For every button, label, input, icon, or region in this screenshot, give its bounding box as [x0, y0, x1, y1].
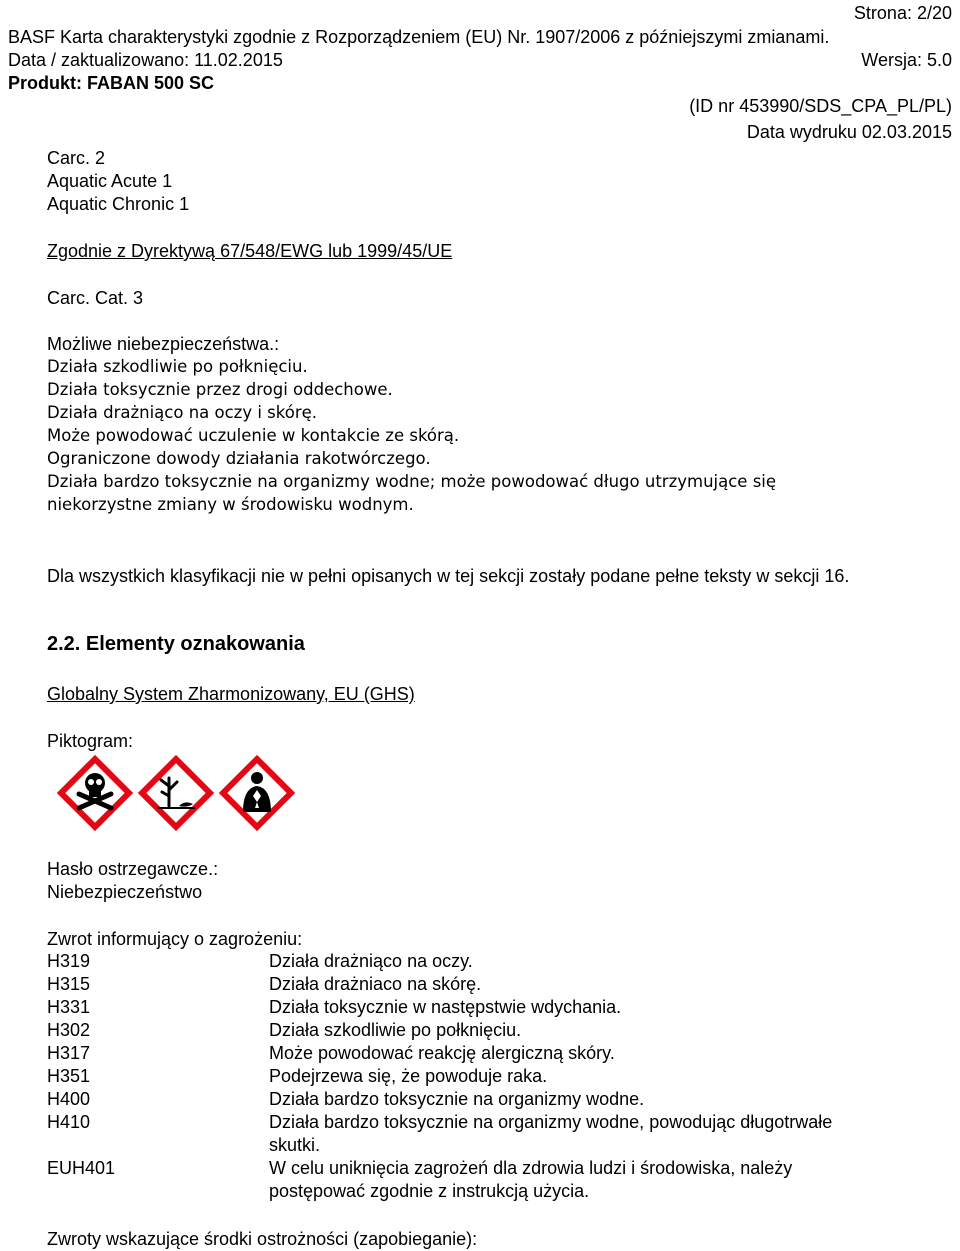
hazard-phrase: Działa drażniąco na oczy i skórę.: [47, 403, 318, 422]
hazard-code: EUH401: [47, 1158, 116, 1178]
classification-item: Carc. 2: [47, 148, 106, 168]
hazard-phrase: Działa szkodliwie po połknięciu.: [47, 357, 308, 376]
hazard-text: Może powodować reakcję alergiczną skóry.: [269, 1043, 615, 1063]
precaution-label: Zwroty wskazujące środki ostrożności (zapobieganie):: [47, 1229, 478, 1249]
version: Wersja: 5.0: [861, 50, 952, 70]
print-date: Data wydruku 02.03.2015: [746, 122, 952, 142]
classification-item: Aquatic Acute 1: [47, 171, 173, 191]
hazard-text: Działa drażniąco na oczy.: [269, 951, 473, 971]
page-number: Strona: 2/20: [853, 3, 952, 23]
directive-heading: Zgodnie z Dyrektywą 67/548/EWG lub 1999/45/UE: [47, 241, 453, 261]
product-name: Produkt: FABAN 500 SC: [8, 73, 215, 93]
hazard-code: H315: [47, 974, 91, 994]
section-16-note: Dla wszystkich klasyfikacji nie w pełni opisanych w tej sekcji zostały podane pełne teksty w sekcji 16.: [47, 566, 850, 586]
document-id: (ID nr 453990/SDS_CPA_PL/PL): [689, 96, 952, 116]
hazard-text: skutki.: [269, 1135, 321, 1155]
health-hazard-icon: [216, 752, 298, 834]
hazard-text: W celu uniknięcia zagrożeń dla zdrowia ludzi i środowiska, należy: [269, 1158, 793, 1178]
directive-category: Carc. Cat. 3: [47, 288, 144, 308]
update-date: Data / zaktualizowano: 11.02.2015: [8, 50, 283, 70]
classification-item: Aquatic Chronic 1: [47, 194, 190, 214]
hazard-code: H410: [47, 1112, 91, 1132]
hazard-code: H351: [47, 1066, 91, 1086]
hazard-phrase: Ograniczone dowody działania rakotwórczego.: [47, 449, 431, 468]
hazard-phrase: Działa bardzo toksycznie na organizmy wodne; może powodować długo utrzymujące się: [47, 472, 777, 491]
hazard-code: H400: [47, 1089, 91, 1109]
hazard-code: H331: [47, 997, 91, 1017]
ghs-heading: Globalny System Zharmonizowany, EU (GHS): [47, 684, 415, 704]
hazard-text: Działa bardzo toksycznie na organizmy wodne.: [269, 1089, 645, 1109]
hazard-statements-label: Zwrot informujący o zagrożeniu:: [47, 929, 303, 949]
hazard-text: Podejrzewa się, że powoduje raka.: [269, 1066, 548, 1086]
hazard-code: H319: [47, 951, 91, 971]
hazard-phrase: niekorzystne zmiany w środowisku wodnym.: [47, 495, 414, 514]
document-title: BASF Karta charakterystyki zgodnie z Rozporządzeniem (EU) Nr. 1907/2006 z późniejszymi zmianami.: [8, 27, 830, 47]
environment-icon: [135, 752, 217, 834]
hazard-text: Działa drażniaco na skórę.: [269, 974, 482, 994]
hazard-code: H317: [47, 1043, 91, 1063]
signal-word: Niebezpieczeństwo: [47, 882, 203, 902]
hazard-phrase: Może powodować uczulenie w kontakcie ze skórą.: [47, 426, 460, 445]
hazards-label: Możliwe niebezpieczeństwa.:: [47, 334, 280, 354]
hazard-phrase: Działa toksycznie przez drogi oddechowe.: [47, 380, 393, 399]
section-title: 2.2. Elementy oznakowania: [47, 633, 305, 655]
hazard-text: Działa szkodliwie po połknięciu.: [269, 1020, 522, 1040]
skull-crossbones-icon: [54, 752, 136, 834]
hazard-text: Działa bardzo toksycznie na organizmy wodne, powodując długotrwałe: [269, 1112, 833, 1132]
hazard-text: postępować zgodnie z instrukcją użycia.: [269, 1181, 590, 1201]
hazard-text: Działa toksycznie w następstwie wdychania.: [269, 997, 622, 1017]
signal-label: Hasło ostrzegawcze.:: [47, 859, 219, 879]
pictogram-label: Piktogram:: [47, 731, 134, 751]
hazard-code: H302: [47, 1020, 91, 1040]
